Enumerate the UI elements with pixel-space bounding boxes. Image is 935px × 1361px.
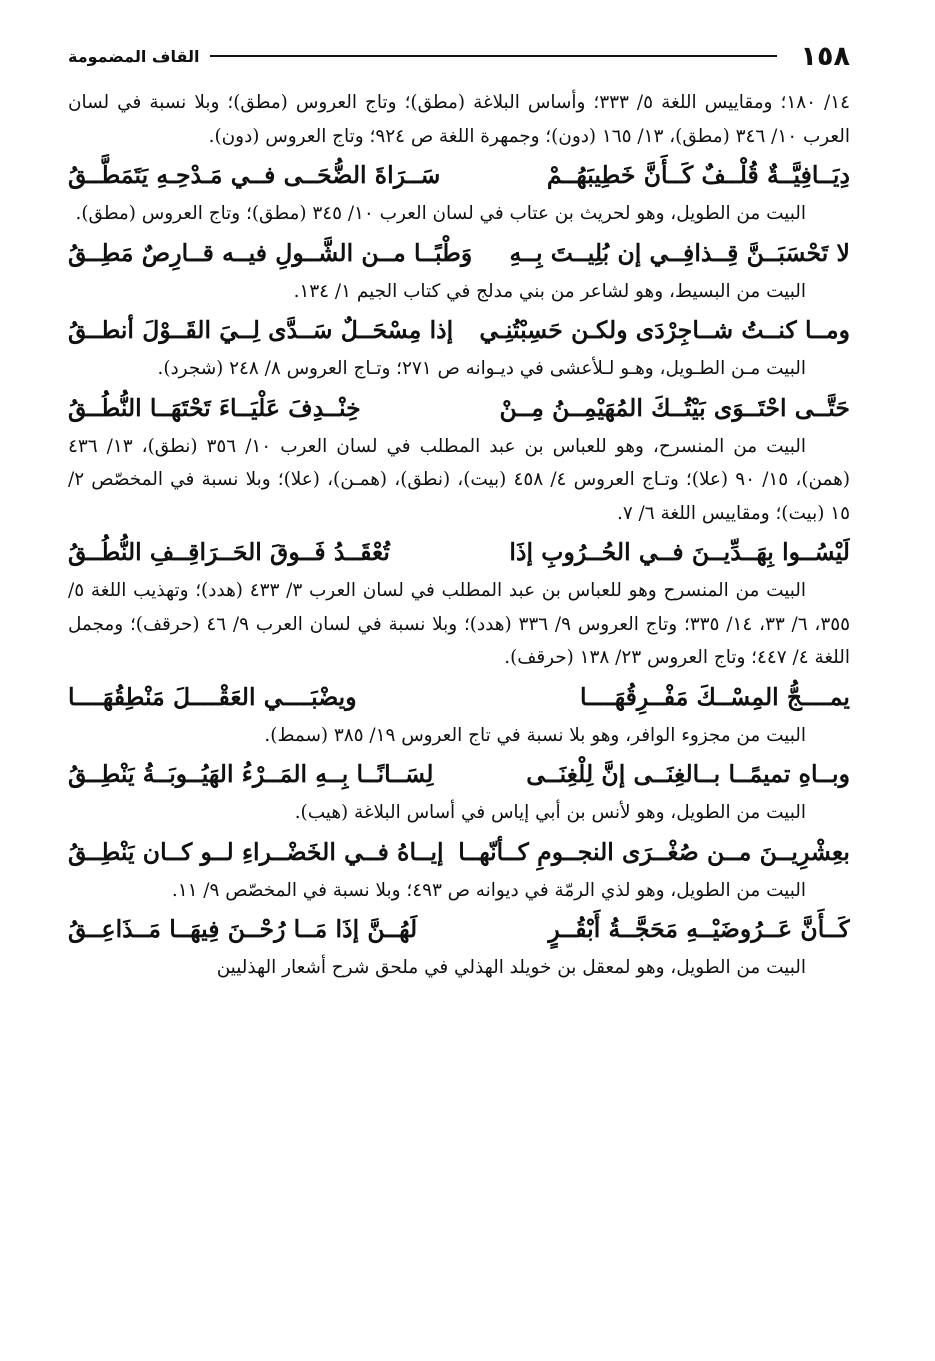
- verse-second-hemistich: إيــاهُ فــي الخَضْــراءِ لــو كــان يَنْطِــقُ: [68, 837, 444, 866]
- verse-second-hemistich: إذا مِسْحَــلٌ سَــدَّى لِــيَ القَــوْلَ أنطــقُ: [68, 316, 454, 344]
- verse-first-hemistich: ومــا كنــتُ شــاجِرْدَى ولكـن حَسِبْتُنِـي: [479, 316, 850, 344]
- verse-line: [68, 386, 850, 430]
- verse-first-hemistich: كَــأَنَّ عَــرُوضَيْــهِ مَحَجَّــةُ أَبْقُــرٍ: [548, 915, 850, 943]
- verse-second-hemistich: تُعْقَــدُ فَــوقَ الحَــرَاقِــفِ النُّطُــقُ: [68, 538, 390, 566]
- verse-line: [68, 830, 850, 874]
- verse-first-hemistich: وبــاهِ تميمًــا بــالغِنَــى إنَّ لِلْغِنَــى: [526, 760, 850, 788]
- citation-note: البيت من المنسرح وهو للعباس بن عبد المطلب في لسان العرب ٣/ ٤٣٣ (هدد)؛ وتهذيب اللغة ٥/ ٣٥٥، ٦/ ٣٣، ١٤/ ٣٣٥؛ وتاج العروس ٩/ ٣٣٦ (هدد)؛ وبلا نسبة في لسان العرب ٩/ ٤٦ (حرقف)؛ ومجمل اللغة ٤/ ٤٤٧؛ وتاج العروس ٢٣/ ١٣٨ (حرقف).: [68, 580, 850, 668]
- verse-second-hemistich: سَــرَاةَ الضُّحَــى فــي مَـدْحِـهِ يَتَمَطَّــقُ: [68, 161, 441, 189]
- chapter-title: القاف المضمومة: [68, 46, 200, 66]
- verse-first-hemistich: حَتَّــى احْتَــوَى بَيْتُــكَ المُهَيْمِــنُ مِــنْ: [499, 393, 850, 422]
- verse-line: [68, 153, 850, 197]
- verse-second-hemistich: لِسَــانًــا بِــهِ المَــرْءُ الهَيُــوبَــةُ يَنْطِــقُ: [68, 760, 434, 788]
- verse-second-hemistich: وَطْبًــا مــن الشَّــولِ فيــه قــارِصٌ مَطِــقُ: [68, 238, 473, 267]
- citation-note: البيت من الطويل، وهو لحريث بن عتاب في لسان العرب ١٠/ ٣٤٥ (مطق)؛ وتاج العروس (مطق).: [75, 203, 806, 224]
- verse-first-hemistich: يمــــجُّ المِسْــكَ مَفْــرِقُهَــــا: [579, 682, 850, 711]
- verse-first-hemistich: لَيْسُــوا بِهَــدِّيــنَ فــي الحُــرُوبِ إذَا: [509, 538, 850, 566]
- page-content: [68, 86, 850, 985]
- citation-note: البيت من المنسرح، وهو للعباس بن عبد المطلب في لسان العرب ١٠/ ٣٥٦ (نطق)، ١٣/ ٤٣٦ (همن)، ١٥/ ٩٠ (علا)؛ وتـاج العروس ٤/ ٤٥٨ (بيت)، (نطق)، (همـن)، (علا)؛ وبلا نسبة في المخصّص ٢/ ١٥ (بيت)؛ ومقاييس اللغة ٦/ ٧.: [68, 435, 850, 524]
- verse-line: [68, 231, 850, 275]
- citation-note: البيت من الطويل، وهو لذي الرمّة في ديوانه ص ٤٩٣؛ وبلا نسبة في المخصّص ٩/ ١١.: [171, 879, 806, 901]
- verse-first-hemistich: بعِشْرِيــنَ مــن صُغْــرَى النجــومِ كــأنّهــا: [458, 837, 850, 866]
- running-header: [68, 36, 850, 76]
- citation-note: البيت من الطويل، وهو لمعقل بن خويلد الهذلي في ملحق شرح أشعار الهذليين: [216, 957, 806, 978]
- verse-second-hemistich: ويضْبَــــي العَقْــــلَ مَنْطِقُهَــــا: [68, 682, 357, 711]
- verse-second-hemistich: لَهُــنَّ إذَا مَــا رُحْــنَ فِيهَــا مَــذَاعِــقُ: [68, 915, 418, 943]
- verse-line: [68, 308, 850, 352]
- verse-line: [68, 907, 850, 951]
- verse-first-hemistich: لا تَحْسَبَــنَّ قِــذافِــي إن بُلِيــتَ بِــهِ: [509, 238, 850, 267]
- verse-line: [68, 675, 850, 719]
- citation-note: ١٤/ ١٨٠؛ ومقاييس اللغة ٥/ ٣٣٣؛ وأساس البلاغة (مطق)؛ وتاج العروس (مطق)؛ وبلا نسبة في لسان العرب ١٠/ ٣٤٦ (مطق)، ١٣/ ١٦٥ (دون)؛ وجمهرة اللغة ص ٩٢٤؛ وتاج العروس (دون).: [68, 92, 851, 147]
- citation-note: البيت من البسيط، وهو لشاعر من بني مدلج في كتاب الجيم ١/ ١٣٤.: [293, 280, 806, 302]
- verse-line: [68, 752, 850, 796]
- verse-second-hemistich: خِنْــدِفَ عَلْيَــاءَ تَحْتَهَــا النُّطُــقُ: [68, 393, 361, 422]
- verse-line: [68, 530, 850, 574]
- verse-first-hemistich: دِيَــافِيَّــةٌ قُلْــفٌ كَــأَنَّ خَطِيبَهُــمْ: [546, 161, 850, 189]
- citation-note: البيت من الطويل، وهو لأنس بن أبي إياس في أساس البلاغة (هيب).: [294, 802, 806, 823]
- citation-note: البيت مـن الطـويل، وهـو لـلأعشى في ديـوانه ص ٢٧١؛ وتـاج العروس ٨/ ٢٤٨ (شجرد).: [157, 358, 806, 379]
- header-rule: [210, 55, 777, 57]
- page-number: ١٥٨: [800, 40, 850, 72]
- citation-note: البيت من مجزوء الوافر، وهو بلا نسبة في تاج العروس ١٩/ ٣٨٥ (سمط).: [264, 724, 806, 746]
